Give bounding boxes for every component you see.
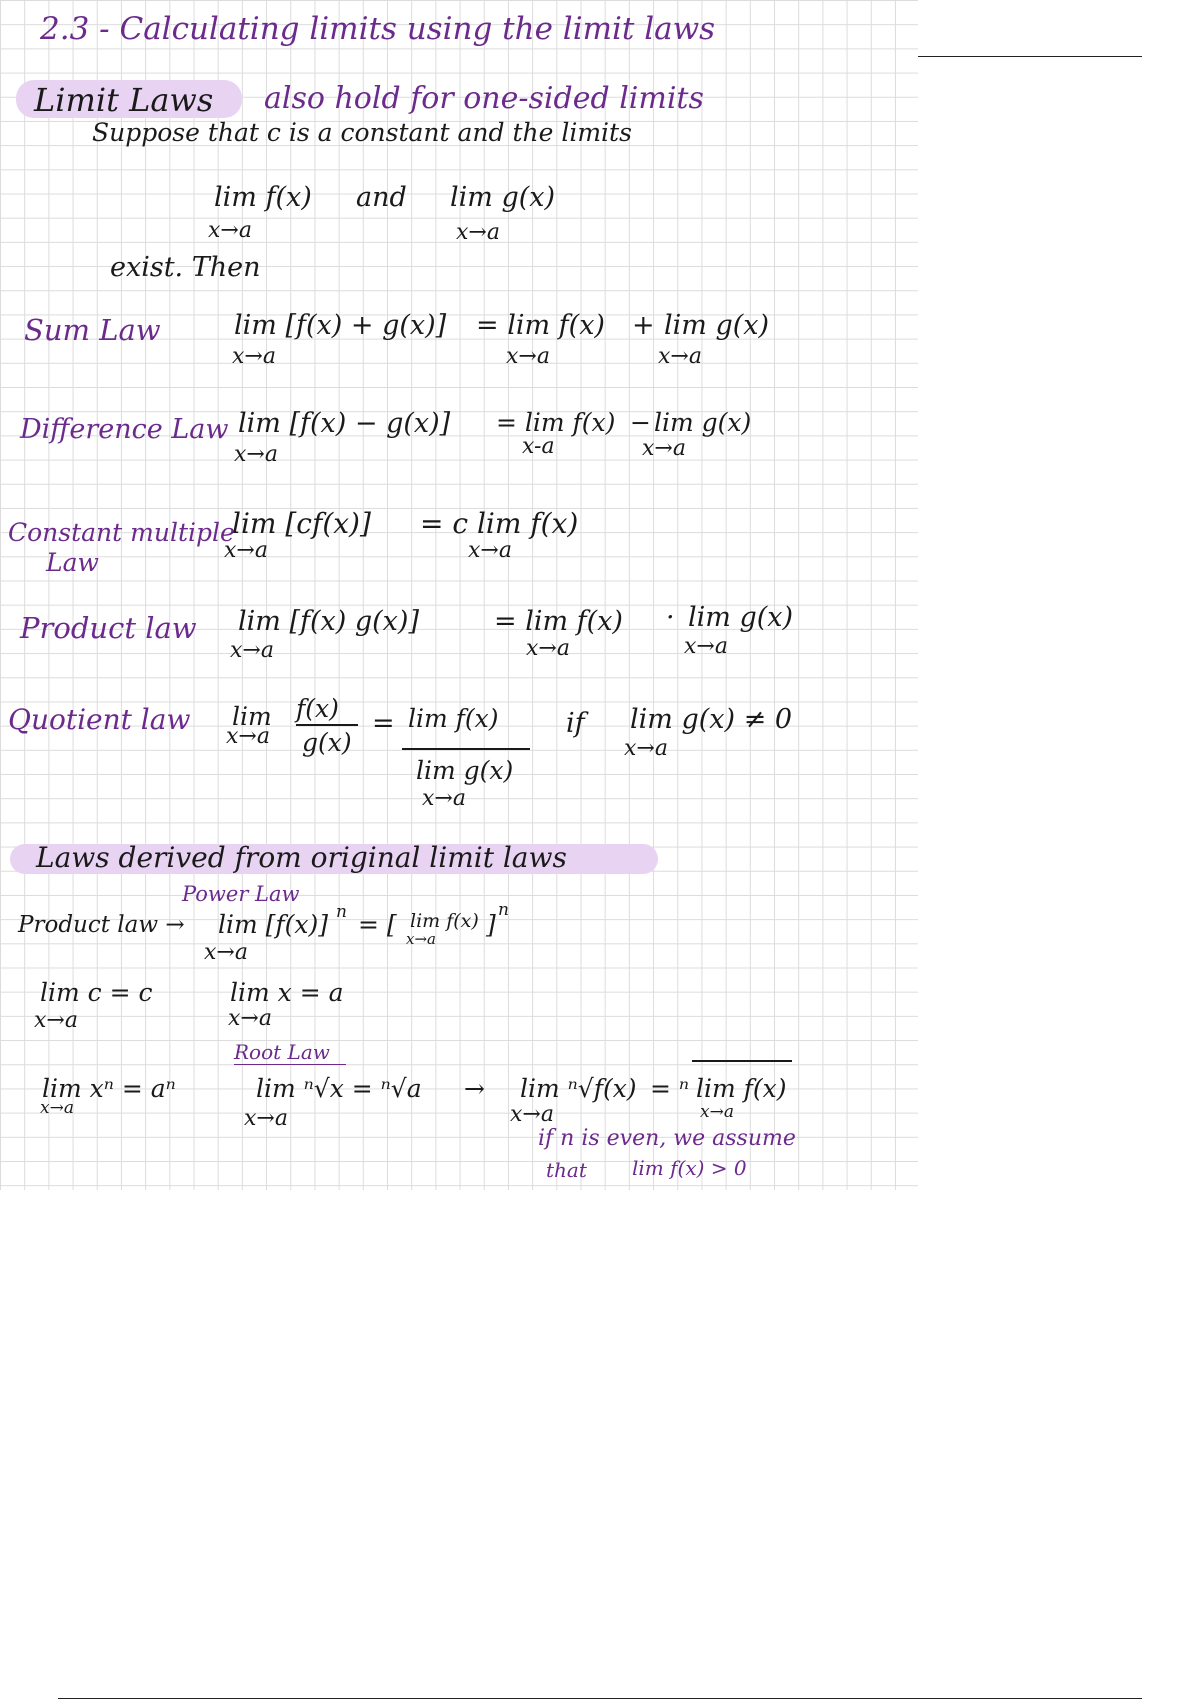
- sum-law-rhs2: lim g(x): [664, 310, 770, 341]
- x-limit: lim x = a: [230, 978, 344, 1007]
- root-law-arrow: →: [464, 1074, 485, 1103]
- product-law-rhs1: = lim f(x): [494, 606, 623, 637]
- power-law-close: ]: [486, 910, 496, 939]
- power-law-label: Power Law: [182, 882, 300, 906]
- root-law-radical: [692, 1060, 792, 1062]
- x-limit-sub: x→a: [228, 1006, 272, 1031]
- quotient-law-condition-sub: x→a: [624, 736, 668, 761]
- product-law-arrow-label: Product law →: [18, 912, 185, 938]
- const-limit-sub: x→a: [34, 1008, 78, 1033]
- sum-law-rhs1-sub: x→a: [506, 344, 550, 369]
- root-law-lhs-sub: x→a: [244, 1106, 288, 1131]
- intro-lim-f-sub: x→a: [208, 218, 252, 243]
- sum-law-plus: +: [632, 310, 655, 341]
- power-law-exponent-2: n: [498, 900, 509, 920]
- root-law-underline: [234, 1064, 346, 1065]
- root-law-f-sub: x→a: [510, 1102, 554, 1127]
- power-law-lhs: lim [f(x)]: [218, 910, 329, 939]
- sum-law-lhs-sub: x→a: [232, 344, 276, 369]
- product-law-rhs2: lim g(x): [688, 602, 794, 633]
- sum-law-lhs: lim [f(x) + g(x)]: [234, 310, 447, 341]
- quotient-law-num: f(x): [296, 694, 339, 723]
- quotient-law-den: g(x): [302, 728, 352, 757]
- intro-lim-f: lim f(x): [214, 182, 312, 213]
- quotient-law-rhs-den: lim g(x): [416, 756, 514, 785]
- quotient-law-lim: lim: [232, 702, 272, 731]
- constant-law-lhs: lim [cf(x)]: [232, 507, 371, 540]
- quotient-law-rhs-bar: [402, 748, 530, 750]
- root-law-inner: lim f(x): [696, 1074, 787, 1103]
- intro-and: and: [356, 182, 407, 213]
- product-law-lhs: lim [f(x) g(x)]: [238, 606, 419, 637]
- power-law-inner-sub: x→a: [406, 930, 436, 948]
- intro-lim-g-sub: x→a: [456, 220, 500, 245]
- quotient-law-condition: lim g(x) ≠ 0: [630, 704, 792, 735]
- right-margin-rule: [918, 56, 1142, 57]
- root-law-label: Root Law: [234, 1040, 330, 1064]
- constant-law-rhs: = c lim f(x): [420, 507, 579, 540]
- xn-limit-sub: x→a: [40, 1098, 74, 1118]
- product-law-rhs2-sub: x→a: [684, 634, 728, 659]
- xn-limit: lim xⁿ = aⁿ: [42, 1074, 176, 1103]
- root-law-f: lim ⁿ√f(x): [520, 1074, 637, 1103]
- root-law-lhs: lim ⁿ√x = ⁿ√a: [256, 1074, 422, 1103]
- quotient-law-if: if: [566, 708, 585, 739]
- root-law-note-2: that: [546, 1158, 587, 1182]
- quotient-law-fraction-bar: [296, 724, 358, 726]
- product-law-dot: ·: [666, 602, 675, 633]
- root-law-eq: = ⁿ: [650, 1074, 690, 1103]
- sum-law-rhs2-sub: x→a: [658, 344, 702, 369]
- root-law-inner-sub: x→a: [700, 1102, 734, 1122]
- limit-laws-heading: Limit Laws: [34, 81, 214, 119]
- sum-law-rhs1: = lim f(x): [476, 310, 605, 341]
- power-law-exponent: n: [336, 902, 347, 922]
- derived-heading: Laws derived from original limit laws: [36, 841, 567, 874]
- intro-lim-g: lim g(x): [450, 182, 556, 213]
- quotient-law-rhs-num: lim f(x): [408, 704, 499, 733]
- difference-law-rhs2: lim g(x): [654, 408, 752, 437]
- constant-law-rhs-sub: x→a: [468, 538, 512, 563]
- difference-law-lhs: lim [f(x) − g(x)]: [238, 408, 451, 439]
- constant-law-label-2: Law: [46, 548, 99, 577]
- power-law-lhs-sub: x→a: [204, 940, 248, 965]
- root-law-note-expr: lim f(x) > 0: [632, 1156, 747, 1180]
- quotient-law-rhs-den-sub: x→a: [422, 786, 466, 811]
- quotient-law-lim-sub: x→a: [226, 724, 270, 749]
- difference-law-rhs2-sub: x→a: [642, 436, 686, 461]
- intro-line2: exist. Then: [110, 252, 261, 283]
- power-law-inner: lim f(x): [410, 910, 479, 932]
- intro-line1: Suppose that c is a constant and the limits: [92, 118, 632, 147]
- page-title: 2.3 - Calculating limits using the limit laws: [40, 11, 716, 47]
- difference-law-label: Difference Law: [20, 414, 229, 445]
- quotient-law-label: Quotient law: [8, 703, 191, 736]
- constant-law-lhs-sub: x→a: [224, 538, 268, 563]
- const-limit: lim c = c: [40, 978, 153, 1007]
- difference-law-lhs-sub: x→a: [234, 442, 278, 467]
- difference-law-rhs1: = lim f(x): [496, 408, 616, 437]
- product-law-label: Product law: [20, 611, 197, 645]
- product-law-rhs1-sub: x→a: [526, 636, 570, 661]
- sum-law-label: Sum Law: [24, 313, 161, 347]
- power-law-eq: = [: [358, 910, 397, 939]
- quotient-law-eq: =: [372, 708, 395, 739]
- difference-law-rhs1-sub: x-a: [522, 434, 555, 459]
- product-law-lhs-sub: x→a: [230, 638, 274, 663]
- limit-laws-heading-rest: also hold for one-sided limits: [264, 81, 704, 116]
- constant-law-label-1: Constant multiple: [8, 518, 235, 547]
- bottom-rule: [58, 1698, 1142, 1699]
- root-law-note-1: if n is even, we assume: [538, 1126, 796, 1151]
- difference-law-minus: −: [630, 408, 651, 437]
